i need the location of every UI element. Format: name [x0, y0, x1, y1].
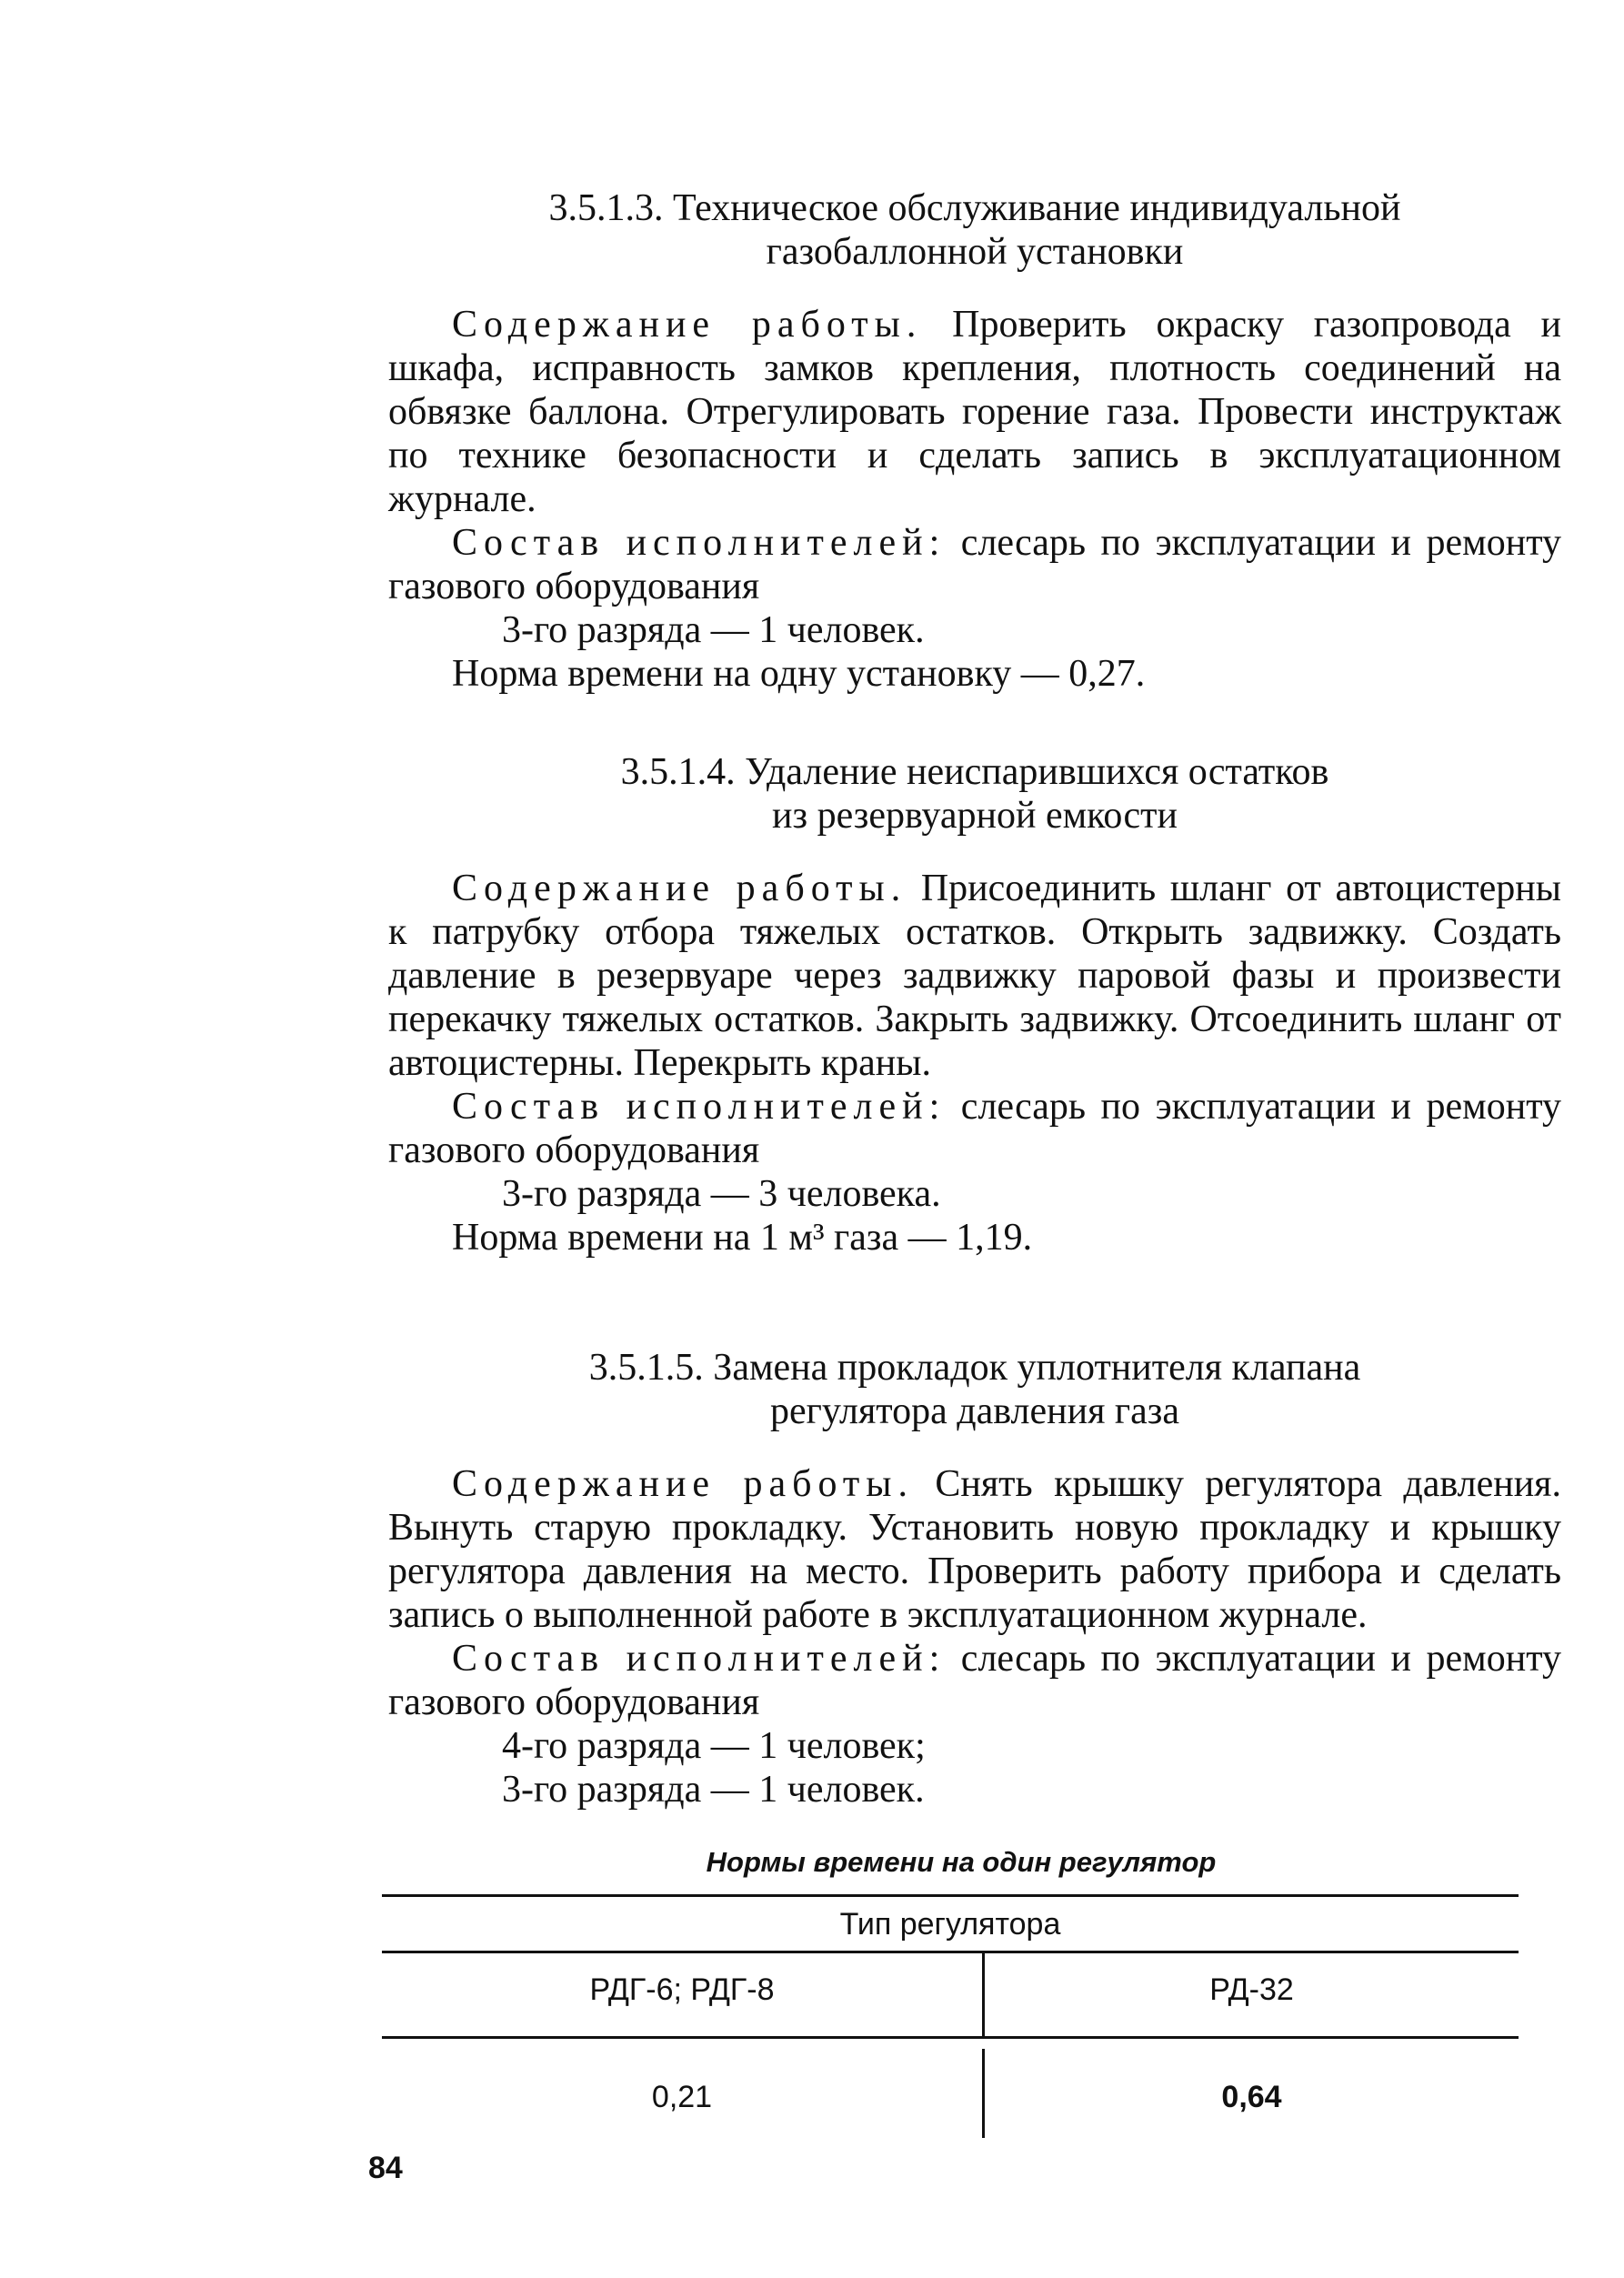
section-heading-line2: регулятора давления газа	[769, 1390, 1179, 1432]
work-content-label: Содержание работы.	[452, 304, 923, 346]
staff-paragraph	[388, 1085, 1561, 1172]
staff-paragraph	[388, 521, 1561, 608]
table-column-header: РД-32	[1209, 1972, 1294, 2007]
page-number: 84	[368, 2151, 403, 2185]
table-caption: Нормы времени на один регулятор	[706, 1846, 1217, 1878]
staff-text: слесарь по эксплуатации и ремонту газового оборудования	[388, 522, 1561, 607]
staff-grade: 3-го разряда — 3 человека.	[502, 1173, 941, 1215]
staff-label: Состав исполнителей:	[452, 1638, 947, 1680]
section-heading-line2: газобаллонной установки	[766, 231, 1184, 273]
work-content-label: Содержание работы.	[452, 1463, 914, 1505]
section-3-5-1-5	[388, 1346, 1561, 1811]
section-heading-line1: 3.5.1.4. Удаление неиспарившихся остатков	[620, 751, 1329, 793]
section-heading-line2: из резервуарной емкости	[772, 795, 1178, 837]
section-heading-line1: 3.5.1.5. Замена прокладок уплотнителя клапана	[588, 1347, 1361, 1389]
staff-text: слесарь по эксплуатации и ремонту газового оборудования	[388, 1638, 1561, 1723]
table-cell: 0,64	[1221, 2080, 1282, 2114]
staff-grade: 4-го разряда — 1 человек;	[502, 1725, 926, 1767]
staff-grade: 3-го разряда — 1 человек.	[502, 1769, 925, 1811]
table-rule-body	[382, 2036, 1519, 2039]
staff-grade: 3-го разряда — 1 человек.	[502, 609, 925, 651]
section-heading-line1: 3.5.1.3. Техническое обслуживание индивидуальной	[548, 187, 1401, 229]
table-rule-header	[382, 1951, 1519, 1953]
staff-label: Состав исполнителей:	[452, 1086, 947, 1128]
work-content-paragraph	[388, 1462, 1561, 1637]
time-norms-table	[382, 1894, 1519, 2149]
time-norm: Норма времени на одну установку — 0,27.	[452, 653, 1146, 695]
table-cell: 0,21	[651, 2080, 713, 2114]
work-content-text: Проверить окраску газопровода и шкафа, исправность замков крепления, плотность соединений на обвязке баллона. Отрегулировать горение газа. Провести инструктаж по технике безопасности и сделать запись в эксплуатационном журнале.	[388, 304, 1561, 520]
work-content-text: Снять крышку регулятора давления. Вынуть старую прокладку. Установить новую прокладку и крышку регулятора давления на место. Проверить работу прибора и сделать запись о выполненной работе в эксплуатационном журнале.	[388, 1463, 1562, 1636]
table-rule-top	[382, 1894, 1519, 1897]
staff-label: Состав исполнителей:	[452, 522, 947, 564]
time-norm: Норма времени на 1 м³ газа — 1,19.	[452, 1217, 1033, 1259]
table-group-header: Тип регулятора	[839, 1907, 1061, 1942]
section-3-5-1-4	[388, 750, 1561, 1259]
work-content-paragraph	[388, 303, 1561, 521]
section-3-5-1-3	[388, 186, 1561, 696]
table-column-header: РДГ-6; РДГ-8	[589, 1972, 775, 2007]
staff-text: слесарь по эксплуатации и ремонту газового оборудования	[388, 1086, 1561, 1171]
work-content-paragraph	[388, 867, 1561, 1085]
work-content-text: Присоединить шланг от автоцистерны к патрубку отбора тяжелых остатков. Открыть задвижку. Создать давление в резервуаре через задвижку паровой фазы и произвести перекачку тяжелых остатков. Закрыть задвижку. Отсоединить шланг от автоцистерны. Перекрыть краны.	[388, 868, 1561, 1084]
staff-paragraph	[388, 1637, 1561, 1724]
work-content-label: Содержание работы.	[452, 868, 907, 909]
